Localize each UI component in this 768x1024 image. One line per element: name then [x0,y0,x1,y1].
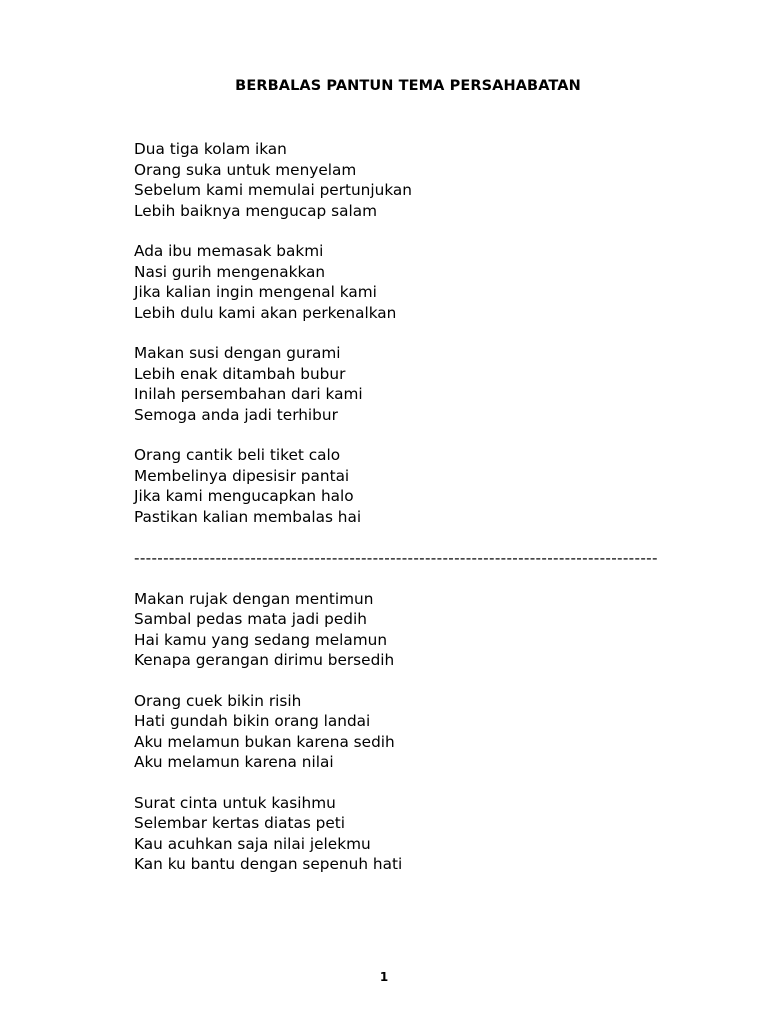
poem-line: Inilah persembahan dari kami [134,385,363,403]
poem-line: Pastikan kalian membalas hai [134,507,362,526]
poem-line: Orang cantik beli tiket calo [134,446,341,464]
poem-line: Ada ibu memasak bakmi [134,242,324,260]
poem-line: Jika kami mengucapkan halo [134,487,354,505]
poem-line: Kenapa gerangan dirimu bersedih [134,651,395,669]
poem-line: Aku melamun karena nilai [134,753,334,771]
stanza-3 [134,343,694,425]
poem-line: Hati gundah bikin orang landai [134,712,371,730]
stanza-1 [134,139,694,221]
poem-line: Semoga anda jadi terhibur [134,405,338,424]
poem-line: Jika kalian ingin mengenal kami [134,283,377,301]
poem-line: Kau acuhkan saja nilai jelekmu [134,834,371,853]
stanza-7 [134,793,694,875]
document-title: BERBALAS PANTUN TEMA PERSAHABATAN [235,78,581,94]
stanza-5 [134,589,694,671]
poem-line: Hai kamu yang sedang melamun [134,630,388,649]
poem-line: Sebelum kami memulai pertunjukan [134,181,412,199]
poem-line: Membelinya dipesisir pantai [134,466,350,485]
poem-line: Orang cuek bikin risih [134,691,302,710]
poem-line: Nasi gurih mengenakkan [134,262,326,281]
dashed-divider: ------------------------------------------------------------------------------------------ [134,549,658,567]
poem-line: Dua tiga kolam ikan [134,140,287,158]
poem-body [134,139,694,875]
poem-line: Aku melamun bukan karena sedih [134,732,395,751]
stanza-2 [134,241,694,323]
poem-line: Surat cinta untuk kasihmu [134,793,336,812]
poem-line: Lebih enak ditambah bubur [134,364,346,383]
poem-line: Lebih baiknya mengucap salam [134,201,377,220]
poem-line: Sambal pedas mata jadi pedih [134,610,367,628]
page-number: 1 [379,970,389,984]
poem-line: Makan susi dengan gurami [134,344,341,362]
stanza-4 [134,445,694,527]
stanza-6 [134,691,694,773]
poem-line: Kan ku bantu dengan sepenuh hati [134,855,403,873]
poem-line: Orang suka untuk menyelam [134,160,357,179]
poem-line: Selembar kertas diatas peti [134,814,346,832]
poem-line: Lebih dulu kami akan perkenalkan [134,303,397,322]
poem-line: Makan rujak dengan mentimun [134,589,374,608]
